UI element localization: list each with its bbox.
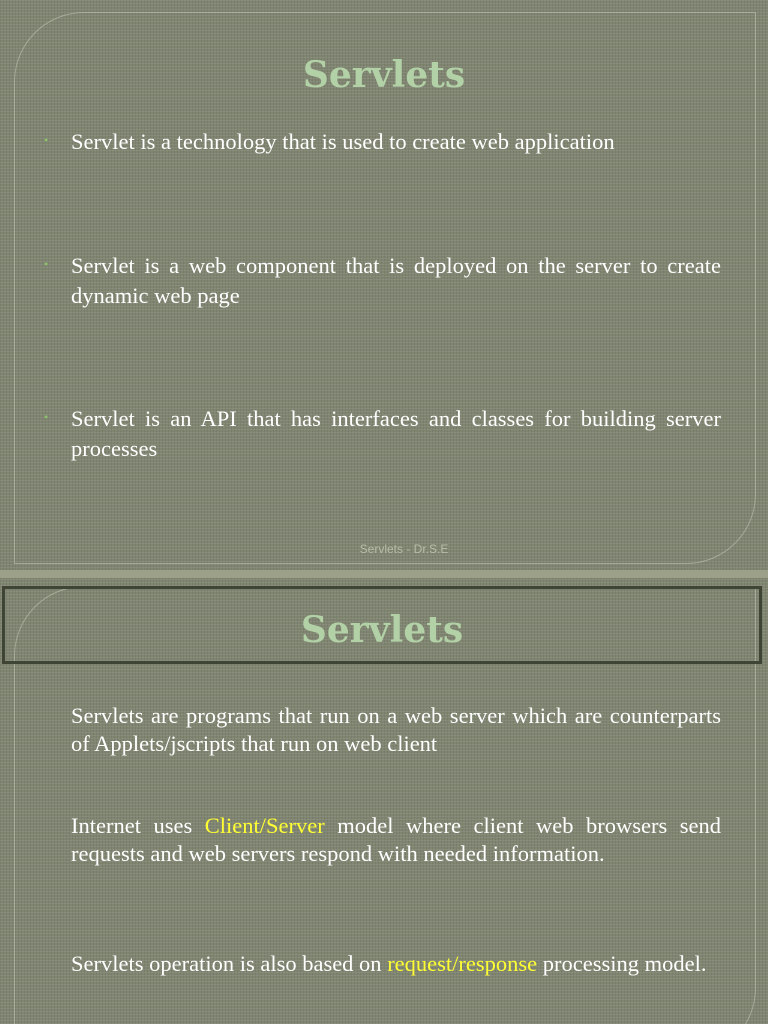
bullet-text: Servlet is an API that has interfaces and classes for building server processes bbox=[71, 406, 721, 461]
slide-title: Servlets bbox=[302, 54, 466, 96]
bullet-icon: • bbox=[44, 133, 49, 147]
highlighted-term: request/response bbox=[387, 951, 538, 976]
paragraph bbox=[71, 950, 721, 978]
bullet-text: Servlet is a technology that is used to create web application bbox=[71, 129, 615, 154]
paragraph-text: model where client web browsers send requests and web servers respond with needed information. bbox=[71, 813, 721, 866]
slide-title: Servlets bbox=[300, 609, 464, 651]
title-bar bbox=[2, 586, 762, 664]
bullet-icon: • bbox=[44, 410, 49, 424]
paragraph bbox=[71, 812, 721, 868]
slide-2 bbox=[0, 578, 768, 1024]
bullet-text: Servlet is a web component that is deployed on the server to create dynamic web page bbox=[71, 253, 721, 308]
bullet-icon: • bbox=[44, 257, 49, 271]
slide-divider bbox=[0, 570, 768, 578]
paragraph-text: Servlets operation is also based on bbox=[71, 951, 388, 976]
paragraph: Servlets are programs that run on a web server which are counterparts of Applets/jscripts that run on web client bbox=[71, 703, 721, 756]
highlighted-term: Client/Server bbox=[204, 813, 325, 838]
slide-footer: Servlets - Dr.S.E bbox=[359, 542, 449, 556]
paragraph-text: processing model. bbox=[537, 951, 707, 976]
paragraph-text: Internet uses bbox=[71, 813, 205, 838]
